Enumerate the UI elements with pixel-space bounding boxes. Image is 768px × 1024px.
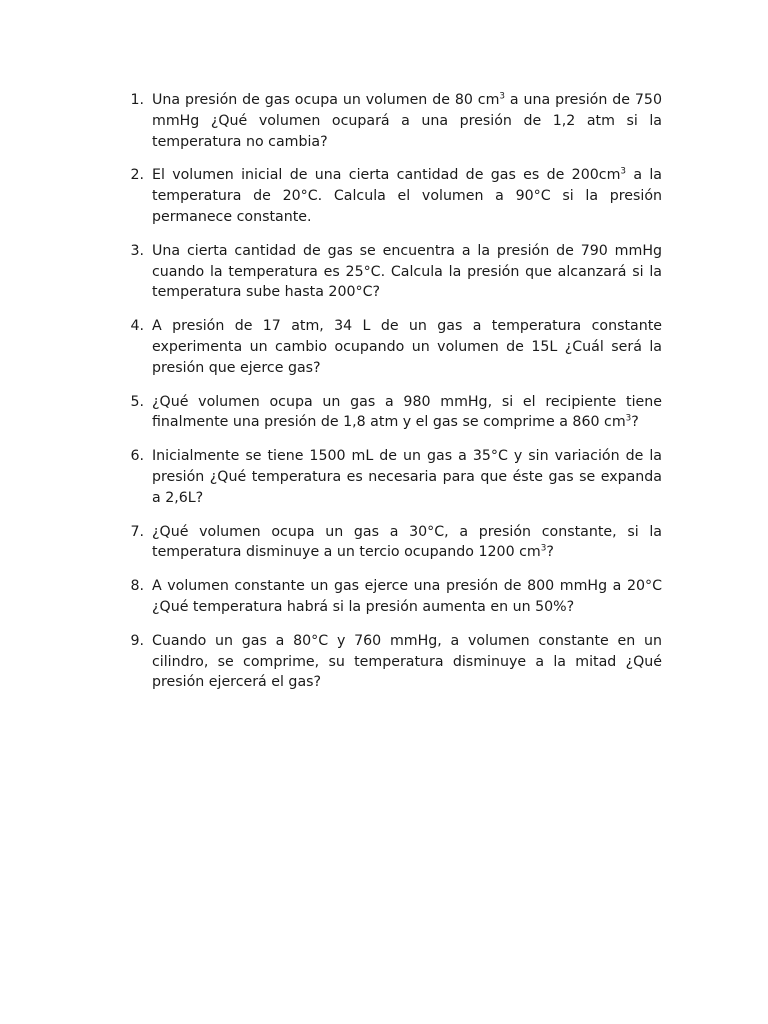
problem-text-segment: Inicialmente se tiene 1500 mL de un gas a 35°C y sin variación de la presión ¿Qué temperatura es necesaria para que éste gas se expanda a 2,6L? [152,448,662,506]
problem-item [122,316,662,378]
problem-text-segment: A volumen constante un gas ejerce una presión de 800 mmHg a 20°C ¿Qué temperatura habrá si la presión aumenta en un 50%? [152,578,662,615]
problem-item [122,165,662,227]
problem-number: 4. [130,318,144,335]
problem-text [152,576,662,618]
problem-item [122,522,662,564]
problem-item [122,631,662,693]
problem-item [122,392,662,434]
superscript-exponent: 3 [540,543,547,554]
problem-text [152,392,662,434]
problem-text [152,90,662,152]
problem-text [152,631,662,693]
problem-text-segment: Cuando un gas a 80°C y 760 mmHg, a volumen constante en un cilindro, se comprime, su temperatura disminuye a la mitad ¿Qué presión ejercerá el gas? [152,632,662,691]
problem-text [152,522,662,564]
problem-list [122,90,662,706]
problem-text [152,165,662,227]
problem-number: 3. [130,242,144,259]
problem-number: 7. [130,523,144,540]
problem-text-segment: Una cierta cantidad de gas se encuentra a la presión de 790 mmHg cuando la temperatura es 25°C. Calcula la presión que alcanzará si la temperatura sube hasta 200°C? [152,242,662,301]
problem-text-segment: A presión de 17 atm, 34 L de un gas a temperatura constante experimenta un cambio ocupando un volumen de 15L ¿Cuál será la presión que ejerce gas? [152,318,662,376]
problem-text [152,241,662,303]
problem-item [122,446,662,508]
problem-text-segment: ? [631,414,639,431]
problem-number: 1. [130,92,144,108]
problem-item [122,90,662,152]
problem-text-segment: ? [546,544,554,561]
problem-number: 8. [130,578,144,595]
problem-text-segment: El volumen inicial de una cierta cantidad de gas es de 200cm [152,167,621,184]
problem-text-segment: a la temperatura de 20°C. Calcula el volumen a 90°C si la presión permanece constante. [152,167,662,225]
problem-number: 5. [130,393,144,410]
problem-item [122,576,662,618]
superscript-exponent: 3 [620,166,626,177]
problem-text [152,446,662,508]
problem-text-segment: ¿Qué volumen ocupa un gas a 30°C, a presión constante, si la temperatura disminuye a un tercio ocupando 1200 cm [152,523,662,561]
problem-text-segment: a una presión de 750 mmHg ¿Qué volumen ocupará a una presión de 1,2 atm si la temperatura no cambia? [152,92,662,150]
problem-number: 9. [130,632,144,649]
problem-text [152,316,662,378]
problem-text-segment: Una presión de gas ocupa un volumen de 80 cm [152,92,500,108]
problem-number: 2. [130,167,144,184]
superscript-exponent: 3 [625,413,632,424]
problem-item [122,241,662,303]
superscript-exponent: 3 [499,91,506,102]
problem-number: 6. [130,448,144,465]
problem-text-segment: ¿Qué volumen ocupa un gas a 980 mmHg, si el recipiente tiene finalmente una presión de 1,8 atm y el gas se comprime a 860 cm [152,393,662,431]
